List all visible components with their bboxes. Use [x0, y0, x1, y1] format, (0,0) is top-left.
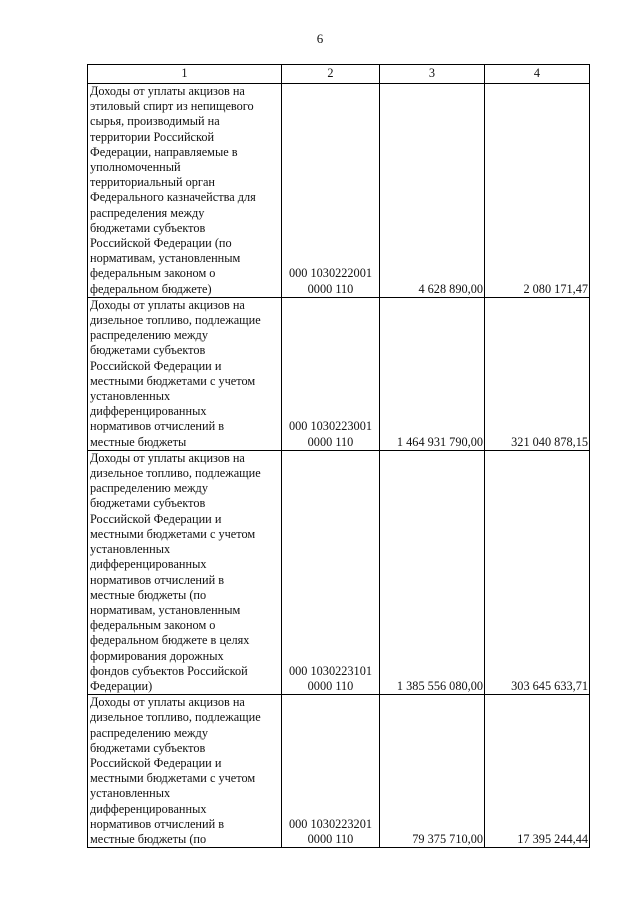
description-line: нормативам, установленным — [90, 602, 241, 617]
description-line: сырья, производимый на — [90, 114, 220, 129]
revenue-table — [87, 64, 590, 848]
code-line: 000 1030222001 — [288, 266, 372, 281]
description-line: федеральном бюджете) — [90, 281, 212, 296]
description-line: бюджетами субъектов — [90, 343, 206, 358]
description-line: Доходы от уплаты акцизов на — [90, 297, 245, 312]
description-line: Федерации, направляемые в — [90, 144, 238, 159]
description-line: нормативов отчислений в — [90, 816, 225, 831]
description-line: местные бюджеты — [90, 434, 187, 449]
description-line: местными бюджетами с учетом — [90, 373, 256, 388]
description-line: установленных — [90, 786, 171, 801]
description-line: Федерального казначейства для — [90, 190, 256, 205]
description-line: местными бюджетами с учетом — [90, 771, 256, 786]
description-line: установленных — [90, 542, 171, 557]
description-line: дифференцированных — [90, 404, 207, 419]
description-line: распределению между — [90, 481, 208, 496]
budget-classification-code — [282, 450, 380, 694]
revenue-description — [88, 297, 282, 450]
page-number: 6 — [316, 31, 324, 46]
description-line: федеральным законом о — [90, 618, 216, 633]
revenue-description — [88, 450, 282, 694]
description-line: дизельное топливо, подлежащие — [90, 313, 261, 328]
description-line: фондов субъектов Российской — [90, 663, 248, 678]
table-row — [88, 450, 590, 694]
description-line: федеральном бюджете в целях — [90, 633, 250, 648]
column-4-amount: 303 645 633,71 — [485, 450, 590, 694]
description-line: федеральным законом о — [90, 266, 216, 281]
description-line: распределению между — [90, 725, 208, 740]
column-header: 4 — [485, 65, 590, 84]
column-3-amount: 4 628 890,00 — [380, 84, 485, 298]
description-line: Российской Федерации и — [90, 358, 222, 373]
description-line: местные бюджеты (по — [90, 831, 207, 846]
description-line: Доходы от уплаты акцизов на — [90, 450, 245, 465]
description-line: бюджетами субъектов — [90, 220, 206, 235]
description-line: Федерации) — [90, 678, 153, 693]
description-line: дифференцированных — [90, 557, 207, 572]
column-3-amount: 1 464 931 790,00 — [380, 297, 485, 450]
description-line: бюджетами субъектов — [90, 740, 206, 755]
table-row — [88, 297, 590, 450]
code-line: 000 1030223201 — [288, 816, 372, 831]
description-line: дифференцированных — [90, 801, 207, 816]
table-body — [88, 65, 590, 848]
budget-classification-code — [282, 297, 380, 450]
description-line: нормативам, установленным — [90, 251, 241, 266]
table-header-row — [88, 65, 590, 84]
description-line: Российской Федерации и — [90, 755, 222, 770]
budget-classification-code — [282, 695, 380, 848]
description-line: Доходы от уплаты акцизов на — [90, 84, 245, 98]
description-line: распределения между — [90, 205, 205, 220]
description-line: территориальный орган — [90, 175, 215, 190]
table-row — [88, 695, 590, 848]
description-line: бюджетами субъектов — [90, 496, 206, 511]
description-line: дизельное топливо, подлежащие — [90, 710, 261, 725]
description-line: Российской Федерации (по — [90, 236, 232, 251]
revenue-description — [88, 695, 282, 848]
column-header: 2 — [282, 65, 380, 84]
description-line: дизельное топливо, подлежащие — [90, 466, 261, 481]
code-line: 000 1030223101 — [288, 663, 372, 678]
column-4-amount: 321 040 878,15 — [485, 297, 590, 450]
column-4-amount: 17 395 244,44 — [485, 695, 590, 848]
budget-classification-code — [282, 84, 380, 298]
code-line: 000 1030223001 — [288, 419, 372, 434]
code-line: 0000 110 — [307, 434, 354, 449]
column-header: 1 — [88, 65, 282, 84]
table-row — [88, 84, 590, 298]
description-line: местными бюджетами с учетом — [90, 526, 256, 541]
column-4-amount: 2 080 171,47 — [485, 84, 590, 298]
description-line: формирования дорожных — [90, 648, 224, 663]
description-line: местные бюджеты (по — [90, 587, 207, 602]
description-line: установленных — [90, 389, 171, 404]
column-header: 3 — [380, 65, 485, 84]
description-line: Российской Федерации и — [90, 511, 222, 526]
code-line: 0000 110 — [307, 281, 354, 296]
revenue-description — [88, 84, 282, 298]
code-line: 0000 110 — [307, 678, 354, 693]
description-line: этиловый спирт из непищевого — [90, 99, 254, 114]
description-line: уполномоченный — [90, 160, 181, 175]
description-line: территории Российской — [90, 129, 215, 144]
column-3-amount: 1 385 556 080,00 — [380, 450, 485, 694]
description-line: Доходы от уплаты акцизов на — [90, 695, 245, 710]
description-line: нормативов отчислений в — [90, 419, 225, 434]
description-line: нормативов отчислений в — [90, 572, 225, 587]
code-line: 0000 110 — [307, 831, 354, 846]
column-3-amount: 79 375 710,00 — [380, 695, 485, 848]
description-line: распределению между — [90, 328, 208, 343]
